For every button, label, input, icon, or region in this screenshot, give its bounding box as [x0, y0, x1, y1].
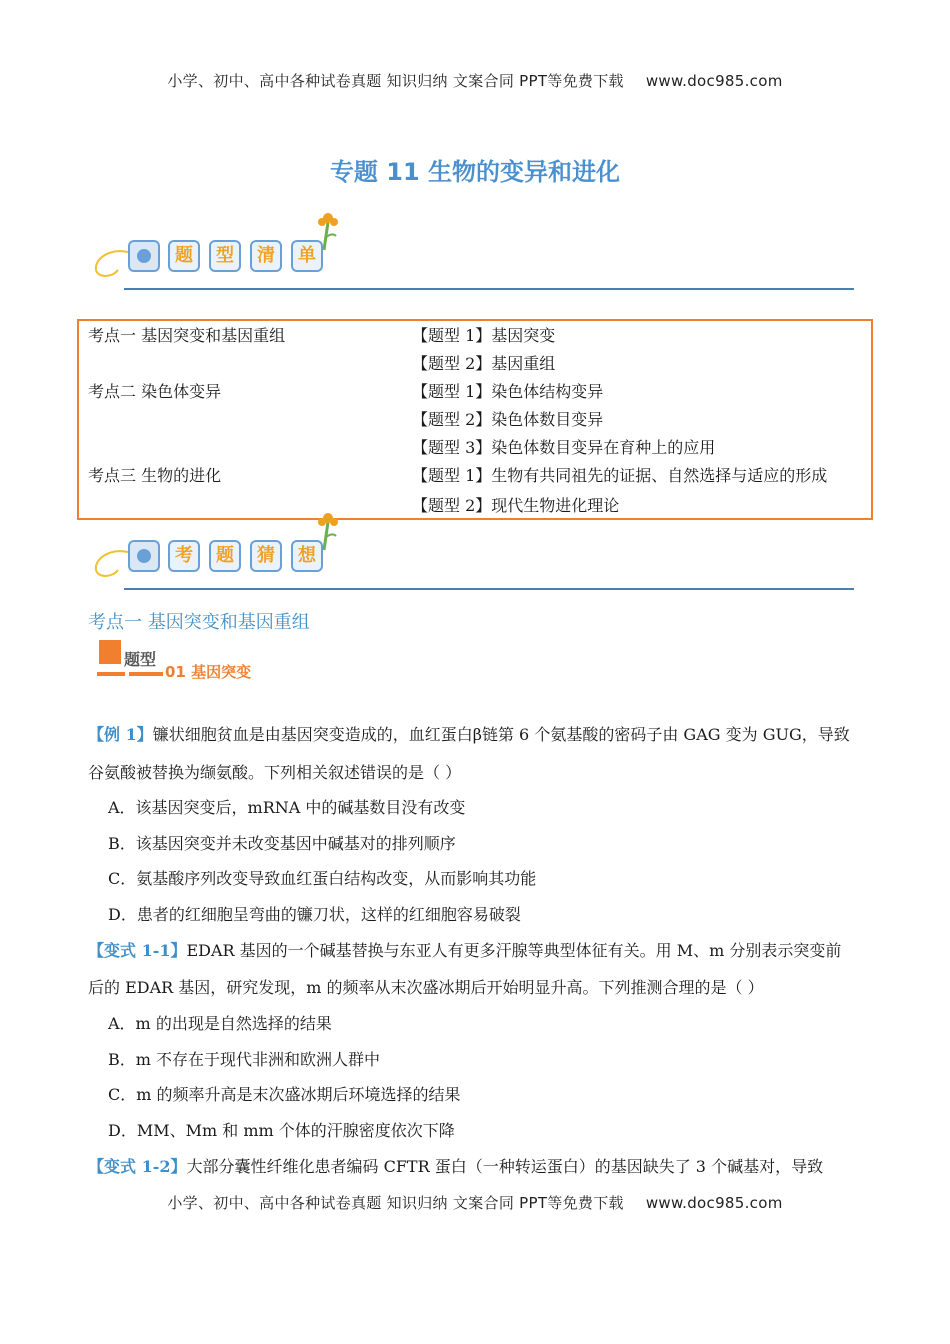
variant-text: 大部分囊性纤维化患者编码 CFTR 蛋白（一种转运蛋白）的基因缺失了 3 个碱基对，导致	[186, 1157, 824, 1176]
option-b: B．该基因突变并未改变基因中碱基对的排列顺序	[108, 834, 456, 853]
outline-type: 【题型 2】染色体数目变异	[412, 410, 604, 429]
outline-type: 【题型 1】基因突变	[412, 326, 556, 345]
flower-icon	[316, 212, 342, 252]
banner-marker-icon	[128, 240, 160, 272]
option-c: C．氨基酸序列改变导致血红蛋白结构改变，从而影响其功能	[108, 869, 537, 888]
question-type-name: 01 基因突变	[165, 663, 252, 681]
outline-point: 考点三 生物的进化	[88, 466, 222, 485]
question-type-label-text: 题型	[124, 650, 157, 669]
example-tag: 【例 1】	[88, 725, 153, 744]
banner-char: 单	[291, 240, 323, 272]
banner-divider	[124, 288, 854, 290]
example-text: 谷氨酸被替换为缬氨酸。下列相关叙述错误的是（ ）	[88, 763, 462, 782]
outline-type: 【题型 1】染色体结构变异	[412, 382, 604, 401]
banner-divider	[124, 588, 854, 590]
example-text: 镰状细胞贫血是由基因突变造成的，血红蛋白β链第 6 个氨基酸的密码子由 GAG 变为 GUG，导致	[152, 725, 850, 744]
flower-icon	[316, 512, 342, 552]
outline-point: 考点二 染色体变异	[88, 382, 222, 401]
banner-char: 想	[291, 540, 323, 572]
banner-char: 猜	[250, 540, 282, 572]
banner-char: 题	[209, 540, 241, 572]
outline-point: 考点一 基因突变和基因重组	[88, 326, 286, 345]
outline-type: 【题型 3】染色体数目变异在育种上的应用	[412, 438, 716, 457]
banner-char: 考	[168, 540, 200, 572]
option-a: A．m 的出现是自然选择的结果	[108, 1014, 332, 1033]
page-title: 专题 11 生物的变异和进化	[329, 158, 621, 186]
banner-marker-icon	[128, 540, 160, 572]
variant-tag: 【变式 1-2】	[88, 1157, 187, 1176]
page-header	[0, 70, 950, 91]
option-d: D．患者的红细胞呈弯曲的镰刀状，这样的红细胞容易破裂	[108, 905, 521, 924]
header-url[interactable]: www.doc985.com	[645, 72, 783, 90]
variant-line	[88, 1154, 823, 1177]
variant-line	[88, 938, 841, 961]
underline-decoration	[97, 672, 125, 676]
outline-type: 【题型 2】基因重组	[412, 354, 556, 373]
section-heading: 考点一 基因突变和基因重组	[88, 612, 310, 633]
example-line	[88, 722, 850, 745]
banner-char: 清	[250, 240, 282, 272]
option-d: D．MM、Mm 和 mm 个体的汗腺密度依次下降	[108, 1121, 455, 1140]
footer-url[interactable]: www.doc985.com	[645, 1194, 783, 1212]
underline-decoration	[129, 672, 163, 676]
option-c: C．m 的频率升高是末次盛冰期后环境选择的结果	[108, 1085, 461, 1104]
banner-question-list	[88, 212, 858, 292]
variant-text: EDAR 基因的一个碱基替换与东亚人有更多汗腺等典型体征有关。用 M、m 分别表示突变前	[186, 941, 842, 960]
outline-type: 【题型 1】生物有共同祖先的证据、自然选择与适应的形成	[412, 466, 828, 485]
banner-char: 型	[209, 240, 241, 272]
question-type-marker-icon	[99, 640, 121, 664]
banner-guess	[88, 512, 858, 592]
page-footer	[0, 1192, 950, 1213]
header-text: 小学、初中、高中各种试卷真题 知识归纳 文案合同 PPT等免费下载	[167, 72, 624, 90]
outline-box	[77, 319, 873, 520]
banner-char: 题	[168, 240, 200, 272]
question-type-label	[97, 640, 297, 682]
variant-text: 后的 EDAR 基因，研究发现，m 的频率从末次盛冰期后开始明显升高。下列推测合理的是（ ）	[88, 978, 764, 997]
footer-text: 小学、初中、高中各种试卷真题 知识归纳 文案合同 PPT等免费下载	[167, 1194, 624, 1212]
option-b: B．m 不存在于现代非洲和欧洲人群中	[108, 1050, 381, 1069]
outline-type: 【题型 2】现代生物进化理论	[412, 496, 620, 515]
option-a: A．该基因突变后，mRNA 中的碱基数目没有改变	[108, 798, 466, 817]
variant-tag: 【变式 1-1】	[88, 941, 187, 960]
